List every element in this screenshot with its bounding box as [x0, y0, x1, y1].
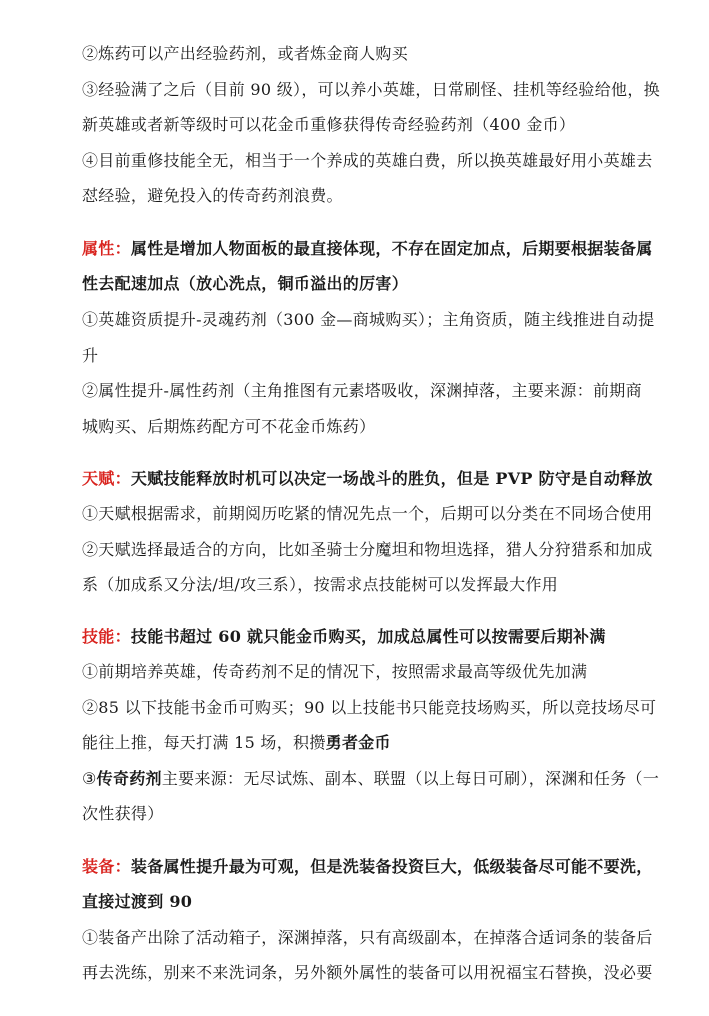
attributes-heading-text: 属性是增加人物面板的最直接体现，不存在固定加点，后期要根据装备属	[130, 239, 653, 258]
paragraph-line: 城购买、后期炼药配方可不花金币炼药）	[82, 417, 376, 436]
attributes-heading	[82, 239, 653, 259]
attributes-heading-cont: 性去配速加点（放心洗点，铜币溢出的厉害）	[82, 274, 409, 293]
skills-heading-text: 技能书超过 60 就只能金币购买，加成总属性可以按需要后期补满	[130, 627, 606, 646]
paragraph-line: 次性获得）	[82, 804, 164, 823]
paragraph-line	[82, 769, 659, 789]
paragraph-line: ④目前重修技能全无，相当于一个养成的英雄白费，所以换英雄最好用小英雄去	[82, 151, 653, 170]
paragraph-line: ②属性提升-属性药剂（主角推图有元素塔吸收，深渊掉落，主要来源：前期商	[82, 381, 642, 400]
paragraph-line: ①装备产出除了活动箱子，深渊掉落，只有高级副本，在掉落合适词条的装备后	[82, 928, 653, 947]
paragraph-line	[82, 733, 391, 753]
paragraph-line: ①英雄资质提升-灵魂药剂（300 金—商城购买）；主角资质，随主线推进自动提	[82, 310, 655, 329]
line-text: 能往上推，每天打满 15 场，积攒	[82, 733, 326, 752]
talent-heading-text: 天赋技能释放时机可以决定一场战斗的胜负，但是 PVP 防守是自动释放	[130, 469, 653, 488]
paragraph-line: 再去洗练，别来不来洗词条，另外额外属性的装备可以用祝福宝石替换，没必要	[82, 963, 653, 982]
paragraph-line: ③经验满了之后（目前 90 级），可以养小英雄，日常刷怪、挂机等经验给他，换	[82, 80, 660, 99]
paragraph-line: 新英雄或者新等级时可以花金币重修获得传奇经验药剂（400 金币）	[82, 115, 576, 134]
skills-heading	[82, 627, 606, 647]
paragraph-line: 升	[82, 346, 99, 365]
paragraph-line: 系（加成系又分法/坦/攻三系），按需求点技能树可以发挥最大作用	[82, 575, 559, 594]
talent-heading	[82, 469, 653, 489]
paragraph-line: ①天赋根据需求，前期阅历吃紧的情况先点一个，后期可以分类在不同场合使用	[82, 504, 653, 523]
paragraph-line: ①前期培养英雄，传奇药剂不足的情况下，按照需求最高等级优先加满	[82, 662, 588, 681]
skills-label: 技能：	[82, 627, 131, 646]
paragraph-line: 怼经验，避免投入的传奇药剂浪费。	[82, 186, 343, 205]
paragraph-line: ②85 以下技能书金币可购买；90 以上技能书只能竞技场购买，所以竞技场尽可	[82, 698, 657, 717]
paragraph-line: ②炼药可以产出经验药剂，或者炼金商人购买	[82, 44, 409, 63]
attributes-label: 属性：	[82, 239, 131, 258]
talent-label: 天赋：	[82, 469, 131, 488]
line-text: 主要来源：无尽试炼、副本、联盟（以上每日可刷），深渊和任务（一	[161, 769, 660, 788]
line-text: ③	[82, 769, 97, 788]
equipment-heading-text: 装备属性提升最为可观，但是洗装备投资巨大，低级装备尽可能不要洗，	[130, 857, 653, 876]
hero-coin-term: 勇者金币	[325, 733, 391, 752]
paragraph-line: ②天赋选择最适合的方向，比如圣骑士分魔坦和物坦选择，猎人分狩猎系和加成	[82, 540, 653, 559]
equipment-heading-cont: 直接过渡到 90	[82, 892, 193, 911]
equipment-heading	[82, 857, 653, 877]
legend-potion-term: 传奇药剂	[96, 769, 162, 788]
equipment-label: 装备：	[82, 857, 131, 876]
